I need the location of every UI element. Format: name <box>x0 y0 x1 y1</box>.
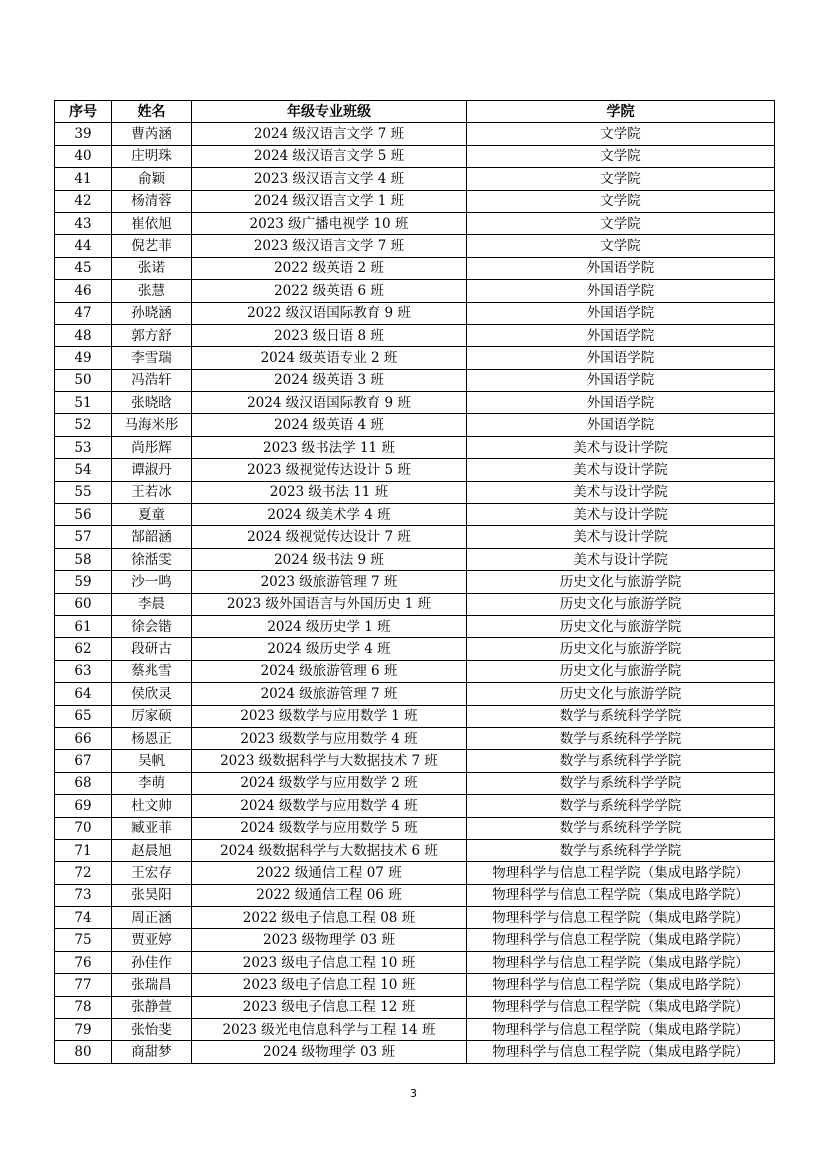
roster-table <box>54 100 775 1064</box>
cell-college: 外国语学院 <box>467 347 775 369</box>
cell-index: 48 <box>55 324 112 346</box>
table-row <box>55 212 775 234</box>
cell-class: 2024 级美术学 4 班 <box>192 504 467 526</box>
cell-name: 杨清蓉 <box>112 190 192 212</box>
cell-class: 2024 级汉语言文学 5 班 <box>192 145 467 167</box>
cell-class: 2022 级通信工程 06 班 <box>192 884 467 906</box>
cell-index: 61 <box>55 615 112 637</box>
cell-class: 2024 级英语 3 班 <box>192 369 467 391</box>
cell-index: 46 <box>55 280 112 302</box>
cell-name: 张诺 <box>112 257 192 279</box>
cell-name: 俞颖 <box>112 168 192 190</box>
table-row <box>55 168 775 190</box>
table-row <box>55 839 775 861</box>
cell-class: 2023 级物理学 03 班 <box>192 929 467 951</box>
cell-college: 美术与设计学院 <box>467 436 775 458</box>
cell-name: 蔡兆雪 <box>112 660 192 682</box>
cell-college: 外国语学院 <box>467 257 775 279</box>
cell-index: 76 <box>55 951 112 973</box>
cell-college: 文学院 <box>467 212 775 234</box>
cell-class: 2022 级汉语国际教育 9 班 <box>192 302 467 324</box>
cell-name: 段研古 <box>112 638 192 660</box>
cell-name: 徐湉雯 <box>112 548 192 570</box>
table-row <box>55 280 775 302</box>
cell-index: 79 <box>55 1019 112 1041</box>
table-row <box>55 884 775 906</box>
table-row <box>55 526 775 548</box>
table-row <box>55 123 775 145</box>
cell-name: 崔依旭 <box>112 212 192 234</box>
cell-college: 物理科学与信息工程学院（集成电路学院） <box>467 1041 775 1063</box>
table-row <box>55 436 775 458</box>
header-class: 年级专业班级 <box>192 101 467 123</box>
cell-name: 王宏存 <box>112 862 192 884</box>
cell-class: 2024 级数学与应用数学 4 班 <box>192 795 467 817</box>
page-number: 3 <box>410 1087 417 1100</box>
cell-name: 臧亚菲 <box>112 817 192 839</box>
cell-name: 李晨 <box>112 593 192 615</box>
cell-college: 历史文化与旅游学院 <box>467 683 775 705</box>
table-row <box>55 772 775 794</box>
cell-index: 56 <box>55 504 112 526</box>
cell-index: 70 <box>55 817 112 839</box>
cell-college: 数学与系统科学学院 <box>467 705 775 727</box>
cell-college: 数学与系统科学学院 <box>467 795 775 817</box>
cell-name: 张慧 <box>112 280 192 302</box>
cell-class: 2022 级英语 2 班 <box>192 257 467 279</box>
cell-name: 张晓晗 <box>112 392 192 414</box>
cell-class: 2024 级物理学 03 班 <box>192 1041 467 1063</box>
cell-name: 李萌 <box>112 772 192 794</box>
table-row <box>55 414 775 436</box>
cell-college: 物理科学与信息工程学院（集成电路学院） <box>467 929 775 951</box>
cell-class: 2023 级书法 11 班 <box>192 481 467 503</box>
cell-college: 历史文化与旅游学院 <box>467 660 775 682</box>
cell-class: 2023 级旅游管理 7 班 <box>192 571 467 593</box>
cell-index: 57 <box>55 526 112 548</box>
cell-name: 王若冰 <box>112 481 192 503</box>
cell-class: 2023 级日语 8 班 <box>192 324 467 346</box>
cell-name: 沙一鸣 <box>112 571 192 593</box>
table-row <box>55 257 775 279</box>
cell-college: 文学院 <box>467 168 775 190</box>
cell-college: 文学院 <box>467 145 775 167</box>
cell-name: 徐会锴 <box>112 615 192 637</box>
cell-college: 文学院 <box>467 190 775 212</box>
cell-class: 2023 级视觉传达设计 5 班 <box>192 459 467 481</box>
cell-class: 2023 级数学与应用数学 1 班 <box>192 705 467 727</box>
cell-index: 47 <box>55 302 112 324</box>
cell-index: 59 <box>55 571 112 593</box>
table-row <box>55 593 775 615</box>
header-college: 学院 <box>467 101 775 123</box>
cell-name: 郜韶涵 <box>112 526 192 548</box>
cell-name: 曹芮涵 <box>112 123 192 145</box>
cell-class: 2022 级英语 6 班 <box>192 280 467 302</box>
table-row <box>55 996 775 1018</box>
cell-college: 美术与设计学院 <box>467 548 775 570</box>
cell-name: 倪艺菲 <box>112 235 192 257</box>
table-row <box>55 190 775 212</box>
cell-name: 谭淑丹 <box>112 459 192 481</box>
cell-class: 2024 级历史学 1 班 <box>192 615 467 637</box>
table-row <box>55 571 775 593</box>
table-row <box>55 302 775 324</box>
cell-name: 孙佳作 <box>112 951 192 973</box>
cell-college: 美术与设计学院 <box>467 526 775 548</box>
cell-index: 68 <box>55 772 112 794</box>
table-row <box>55 145 775 167</box>
cell-class: 2024 级书法 9 班 <box>192 548 467 570</box>
cell-name: 张瑞昌 <box>112 974 192 996</box>
cell-index: 43 <box>55 212 112 234</box>
cell-index: 44 <box>55 235 112 257</box>
table-row <box>55 727 775 749</box>
cell-college: 历史文化与旅游学院 <box>467 571 775 593</box>
cell-index: 51 <box>55 392 112 414</box>
cell-index: 52 <box>55 414 112 436</box>
table-row <box>55 817 775 839</box>
cell-college: 物理科学与信息工程学院（集成电路学院） <box>467 862 775 884</box>
cell-name: 杜文帅 <box>112 795 192 817</box>
cell-index: 65 <box>55 705 112 727</box>
table-row <box>55 795 775 817</box>
cell-name: 侯欣灵 <box>112 683 192 705</box>
cell-name: 冯浩轩 <box>112 369 192 391</box>
cell-class: 2023 级广播电视学 10 班 <box>192 212 467 234</box>
cell-class: 2024 级汉语言文学 7 班 <box>192 123 467 145</box>
cell-name: 李雪瑞 <box>112 347 192 369</box>
cell-class: 2024 级汉语言文学 1 班 <box>192 190 467 212</box>
cell-name: 周正涵 <box>112 907 192 929</box>
table-row <box>55 347 775 369</box>
table-row <box>55 951 775 973</box>
cell-college: 数学与系统科学学院 <box>467 772 775 794</box>
cell-college: 文学院 <box>467 235 775 257</box>
table-header-row <box>55 101 775 123</box>
cell-index: 40 <box>55 145 112 167</box>
table-row <box>55 392 775 414</box>
cell-name: 张静萱 <box>112 996 192 1018</box>
cell-index: 78 <box>55 996 112 1018</box>
cell-class: 2024 级历史学 4 班 <box>192 638 467 660</box>
cell-class: 2024 级旅游管理 6 班 <box>192 660 467 682</box>
cell-college: 历史文化与旅游学院 <box>467 593 775 615</box>
header-name: 姓名 <box>112 101 192 123</box>
cell-college: 历史文化与旅游学院 <box>467 638 775 660</box>
cell-class: 2024 级视觉传达设计 7 班 <box>192 526 467 548</box>
table-row <box>55 1041 775 1063</box>
cell-college: 物理科学与信息工程学院（集成电路学院） <box>467 884 775 906</box>
cell-class: 2023 级数学与应用数学 4 班 <box>192 727 467 749</box>
cell-index: 49 <box>55 347 112 369</box>
cell-index: 64 <box>55 683 112 705</box>
cell-class: 2023 级汉语言文学 4 班 <box>192 168 467 190</box>
cell-index: 77 <box>55 974 112 996</box>
table-row <box>55 907 775 929</box>
cell-college: 数学与系统科学学院 <box>467 817 775 839</box>
cell-college: 美术与设计学院 <box>467 459 775 481</box>
table-row <box>55 1019 775 1041</box>
cell-class: 2023 级光电信息科学与工程 14 班 <box>192 1019 467 1041</box>
cell-index: 67 <box>55 750 112 772</box>
cell-name: 马海米彤 <box>112 414 192 436</box>
cell-college: 历史文化与旅游学院 <box>467 615 775 637</box>
cell-college: 外国语学院 <box>467 302 775 324</box>
cell-college: 外国语学院 <box>467 369 775 391</box>
cell-college: 数学与系统科学学院 <box>467 727 775 749</box>
cell-name: 庄明珠 <box>112 145 192 167</box>
cell-index: 72 <box>55 862 112 884</box>
cell-class: 2024 级英语专业 2 班 <box>192 347 467 369</box>
table-row <box>55 974 775 996</box>
cell-index: 74 <box>55 907 112 929</box>
cell-name: 尚彤辉 <box>112 436 192 458</box>
table-row <box>55 548 775 570</box>
table-row <box>55 324 775 346</box>
cell-class: 2023 级外国语言与外国历史 1 班 <box>192 593 467 615</box>
table-row <box>55 660 775 682</box>
cell-index: 75 <box>55 929 112 951</box>
cell-college: 美术与设计学院 <box>467 481 775 503</box>
cell-college: 外国语学院 <box>467 414 775 436</box>
cell-class: 2024 级数学与应用数学 5 班 <box>192 817 467 839</box>
cell-class: 2023 级电子信息工程 10 班 <box>192 974 467 996</box>
cell-name: 郭方舒 <box>112 324 192 346</box>
cell-index: 54 <box>55 459 112 481</box>
cell-name: 吴帆 <box>112 750 192 772</box>
cell-index: 71 <box>55 839 112 861</box>
cell-class: 2024 级汉语国际教育 9 班 <box>192 392 467 414</box>
cell-college: 物理科学与信息工程学院（集成电路学院） <box>467 996 775 1018</box>
cell-class: 2022 级电子信息工程 08 班 <box>192 907 467 929</box>
cell-index: 66 <box>55 727 112 749</box>
header-index: 序号 <box>55 101 112 123</box>
cell-college: 文学院 <box>467 123 775 145</box>
cell-class: 2024 级数学与应用数学 2 班 <box>192 772 467 794</box>
cell-class: 2022 级通信工程 07 班 <box>192 862 467 884</box>
cell-index: 45 <box>55 257 112 279</box>
cell-class: 2023 级书法学 11 班 <box>192 436 467 458</box>
cell-index: 62 <box>55 638 112 660</box>
cell-name: 贾亚婷 <box>112 929 192 951</box>
table-row <box>55 615 775 637</box>
cell-college: 物理科学与信息工程学院（集成电路学院） <box>467 951 775 973</box>
cell-college: 物理科学与信息工程学院（集成电路学院） <box>467 974 775 996</box>
cell-index: 42 <box>55 190 112 212</box>
cell-college: 物理科学与信息工程学院（集成电路学院） <box>467 907 775 929</box>
table-row <box>55 705 775 727</box>
cell-class: 2023 级汉语言文学 7 班 <box>192 235 467 257</box>
table-row <box>55 862 775 884</box>
cell-index: 80 <box>55 1041 112 1063</box>
cell-name: 杨恩正 <box>112 727 192 749</box>
cell-college: 美术与设计学院 <box>467 504 775 526</box>
cell-index: 63 <box>55 660 112 682</box>
cell-class: 2024 级旅游管理 7 班 <box>192 683 467 705</box>
table-row <box>55 504 775 526</box>
cell-name: 孙晓涵 <box>112 302 192 324</box>
table-row <box>55 481 775 503</box>
cell-name: 赵晨旭 <box>112 839 192 861</box>
table-row <box>55 929 775 951</box>
cell-class: 2024 级英语 4 班 <box>192 414 467 436</box>
table-row <box>55 369 775 391</box>
cell-index: 53 <box>55 436 112 458</box>
cell-college: 外国语学院 <box>467 324 775 346</box>
table-body <box>55 123 775 1063</box>
cell-class: 2023 级电子信息工程 10 班 <box>192 951 467 973</box>
cell-index: 73 <box>55 884 112 906</box>
cell-class: 2023 级数据科学与大数据技术 7 班 <box>192 750 467 772</box>
cell-index: 69 <box>55 795 112 817</box>
cell-index: 50 <box>55 369 112 391</box>
cell-college: 数学与系统科学学院 <box>467 750 775 772</box>
table-row <box>55 459 775 481</box>
cell-index: 60 <box>55 593 112 615</box>
cell-college: 外国语学院 <box>467 392 775 414</box>
cell-class: 2024 级数据科学与大数据技术 6 班 <box>192 839 467 861</box>
cell-college: 外国语学院 <box>467 280 775 302</box>
cell-name: 张怡斐 <box>112 1019 192 1041</box>
cell-college: 数学与系统科学学院 <box>467 839 775 861</box>
cell-name: 张昊阳 <box>112 884 192 906</box>
cell-index: 41 <box>55 168 112 190</box>
cell-name: 厉家硕 <box>112 705 192 727</box>
cell-index: 55 <box>55 481 112 503</box>
cell-name: 商甜梦 <box>112 1041 192 1063</box>
table-row <box>55 683 775 705</box>
table-row <box>55 750 775 772</box>
cell-class: 2023 级电子信息工程 12 班 <box>192 996 467 1018</box>
table-row <box>55 235 775 257</box>
cell-college: 物理科学与信息工程学院（集成电路学院） <box>467 1019 775 1041</box>
table-row <box>55 638 775 660</box>
cell-index: 58 <box>55 548 112 570</box>
cell-name: 夏童 <box>112 504 192 526</box>
cell-index: 39 <box>55 123 112 145</box>
